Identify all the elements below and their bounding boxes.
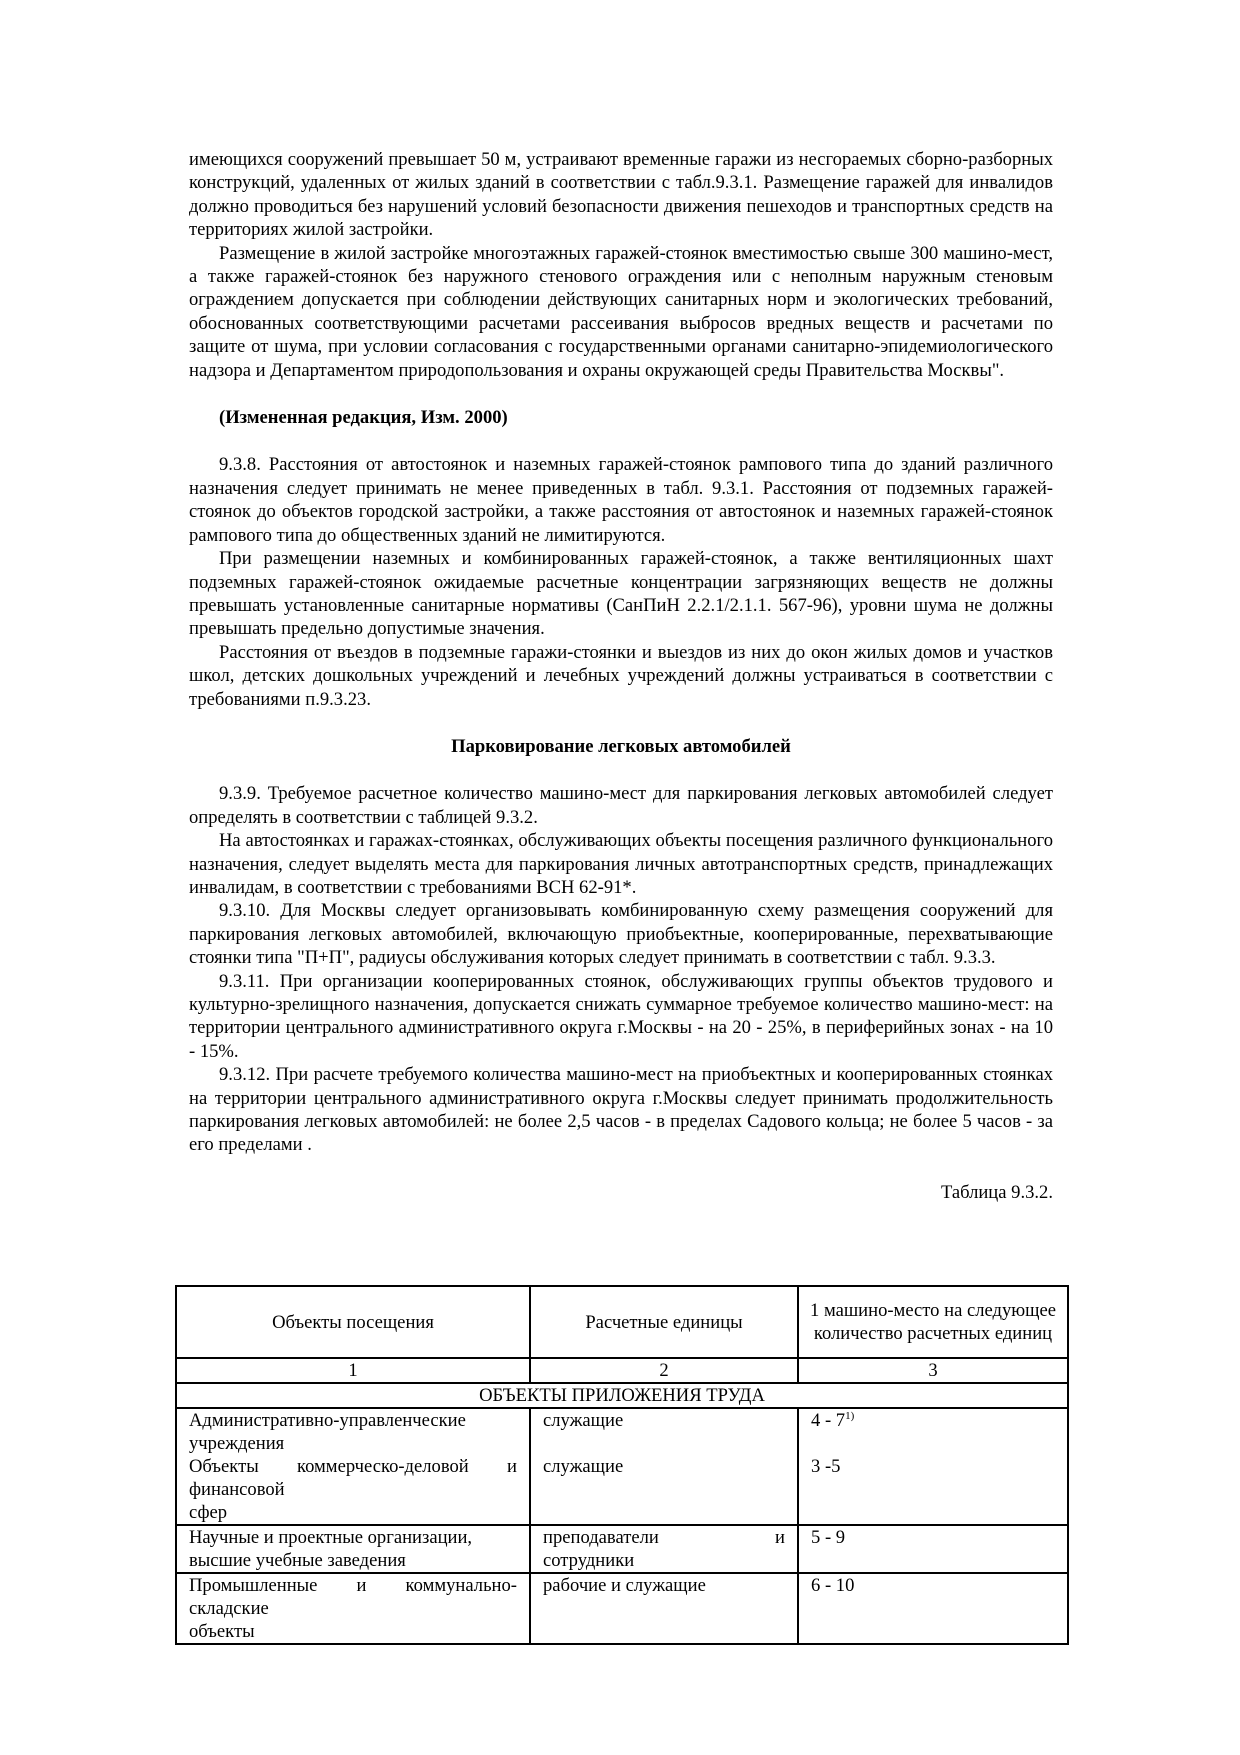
paragraph: 9.3.11. При организации кооперированных стоянок, обслуживающих группы объектов трудового и культурно-зрелищного назначения, допускается снижать суммарное требуемое количество машино-мест: на территории центрального административного округа г.Москвы - на 20 - 25%, в периферийных зонах - на 10 - 15%. [189, 970, 1053, 1062]
paragraph: На автостоянках и гаражах-стоянках, обслуживающих объекты посещения различного функционального назначения, следует выделять места для паркирования личных автотранспортных средств, принадлежащих инвалидам, в соответствии с требованиями ВСН 62-91*. [189, 830, 1053, 898]
table-col-number: 2 [530, 1358, 798, 1383]
table-header-units: Расчетные единицы [530, 1286, 798, 1358]
table-cell-value: 3 -5 [798, 1455, 1068, 1525]
table-cell-object: Административно-управленческие учреждения [176, 1408, 530, 1455]
paragraph: Расстояния от въездов в подземные гаражи-стоянки и выездов из них до окон жилых домов и участков школ, детских дошкольных учреждений и лечебных учреждений должны устраиваться в соответствии с требованиями п.9.3.23. [189, 641, 1053, 710]
table-cell-object: Объекты коммерческо-деловой и финансовой сфер [176, 1455, 530, 1525]
table-cell-unit: служащие [530, 1408, 798, 1455]
section-heading: Парковирование легковых автомобилей [451, 735, 791, 757]
table-row [176, 1525, 1068, 1573]
paragraph: 9.3.10. Для Москвы следует организовывать комбинированную схему размещения сооружений для паркирования легковых автомобилей, включающую приобъектные, кооперированные, перехватывающие стоянки типа "П+П", радиусы обслуживания которых следует принимать в соответствии с табл. 9.3.3. [189, 900, 1053, 969]
paragraph: 9.3.9. Требуемое расчетное количество машино-мест для паркирования легковых автомобилей следует определять в соответствии с таблицей 9.3.2. [189, 783, 1053, 828]
table-row [176, 1573, 1068, 1644]
table-cell-value: 5 - 9 [798, 1525, 1068, 1573]
table-section-title: ОБЪЕКТЫ ПРИЛОЖЕНИЯ ТРУДА [176, 1383, 1068, 1408]
table-header-ratio: 1 машино-место на следующее количество расчетных единиц [798, 1286, 1068, 1358]
edition-note: (Измененная редакция, Изм. 2000) [219, 407, 508, 429]
footnote-marker: 1) [845, 1409, 855, 1422]
document-body [189, 148, 1053, 1204]
paragraph: При размещении наземных и комбинированных гаражей-стоянок, а также вентиляционных шахт подземных гаражей-стоянок ожидаемые расчетные концентрации загрязняющих веществ не должны превышать установленные санитарные нормативы (СанПиН 2.2.1/2.1.1. 567-96), уровни шума не должны превышать предельно допустимые значения. [189, 548, 1053, 640]
table-cell-unit: преподаватели и сотрудники [530, 1525, 798, 1573]
table-cell-value: 6 - 10 [798, 1573, 1068, 1644]
table-cell-unit: рабочие и служащие [530, 1573, 798, 1644]
table-col-number: 3 [798, 1358, 1068, 1383]
paragraph: 9.3.8. Расстояния от автостоянок и наземных гаражей-стоянок рампового типа до зданий различного назначения следует принимать не менее приведенных в табл. 9.3.1. Расстояния от подземных гаражей-стоянок до объектов городской застройки, а также расстояния от автостоянок и наземных гаражей-стоянок рампового типа до общественных зданий не лимитируются. [189, 454, 1053, 546]
paragraph: имеющихся сооружений превышает 50 м, устраивают временные гаражи из несгораемых сборно-разборных конструкций, удаленных от жилых зданий в соответствии с табл.9.3.1. Размещение гаражей для инвалидов должно проводиться без нарушений условий безопасности движения пешеходов и транспортных средств на территориях жилой застройки. [189, 149, 1053, 241]
table-cell-object: Научные и проектные организации, высшие учебные заведения [176, 1525, 530, 1573]
table-cell-object: Промышленные и коммунально-складские объекты [176, 1573, 530, 1644]
table-cell-unit: служащие [530, 1455, 798, 1525]
parking-table [175, 1285, 1067, 1645]
table-row [176, 1455, 1068, 1525]
table-cell-value: 4 - 7$^{1)}$ [798, 1408, 1068, 1455]
table-caption: Таблица 9.3.2. [940, 1181, 1053, 1203]
paragraph: 9.3.12. При расчете требуемого количества машино-мест на приобъектных и кооперированных стоянках на территории центрального административного округа г.Москвы следует принимать продолжительность паркирования легковых автомобилей: не более 2,5 часов - в пределах Садового кольца; не более 5 часов - за его пределами . [189, 1064, 1053, 1156]
table-header-objects: Объекты посещения [176, 1286, 530, 1358]
paragraph: Размещение в жилой застройке многоэтажных гаражей-стоянок вместимостью свыше 300 машино-мест, а также гаражей-стоянок без наружного стенового ограждения или с неполным наружным стеновым ограждением допускается при соблюдении действующих санитарных норм и экологических требований, обоснованных соответствующими расчетами рассеивания выбросов вредных веществ и расчетами по защите от шума, при условии согласования с государственными органами санитарно-эпидемиологического надзора и Департаментом природопользования и охраны окружающей среды Правительства Москвы". [189, 242, 1053, 381]
table-col-number: 1 [176, 1358, 530, 1383]
table-row [176, 1408, 1068, 1455]
